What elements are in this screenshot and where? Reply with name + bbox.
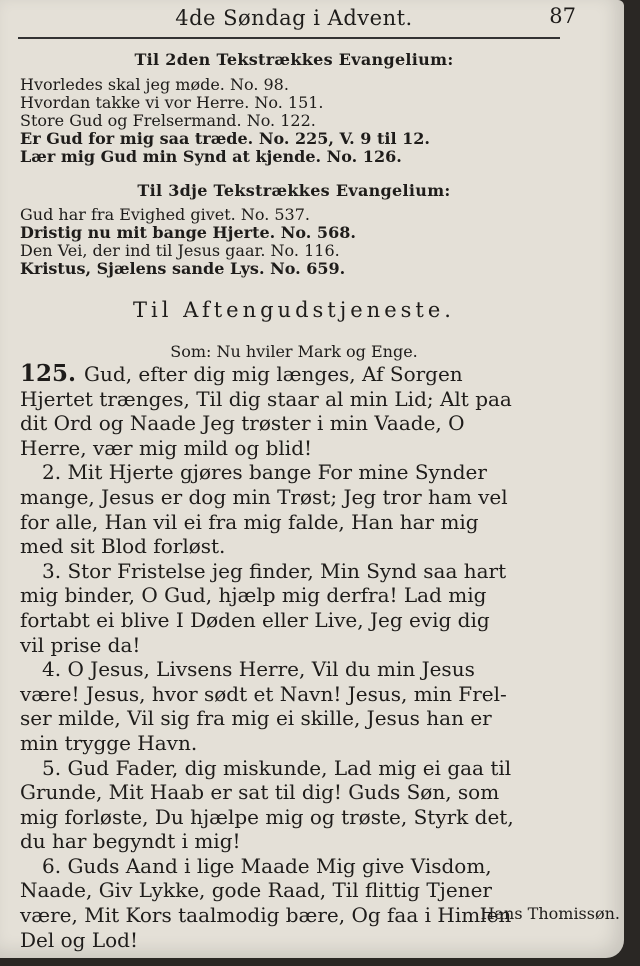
list-item: Er Gud for mig saa træde. No. 225, V. 9 til 12. xyxy=(20,129,430,148)
hymn-first-line: Gud, efter dig mig længes, Af Sorgen xyxy=(84,362,463,386)
list-item: Lær mig Gud min Synd at kjende. No. 126. xyxy=(20,147,402,166)
hymn-line: min trygge Havn. xyxy=(20,730,198,755)
hymn-line xyxy=(20,362,578,387)
page-header xyxy=(20,0,576,34)
header-rule xyxy=(18,37,560,39)
hymn-line: ser milde, Vil sig fra mig ei skille, Jesus han er xyxy=(20,706,492,731)
list-item: Den Vei, der ind til Jesus gaar. No. 116. xyxy=(20,241,340,260)
hymn-body xyxy=(20,362,578,952)
hymn-line: Herre, vær mig mild og blid! xyxy=(20,435,313,460)
hymn-line: mig binder, O Gud, hjælp mig derfra! Lad mig xyxy=(20,583,487,608)
hymn-line: for alle, Han vil ei fra mig falde, Han har mig xyxy=(20,509,479,534)
hymn-line: 2. Mit Hjerte gjøres bange For mine Synder xyxy=(42,460,487,485)
second-reading-list xyxy=(20,76,580,166)
hymn-line: mig forløste, Du hjælpe mig og trøste, Styrk det, xyxy=(20,804,514,829)
hymn-line: med sit Blod forløst. xyxy=(20,534,226,559)
hymn-line: Naade, Giv Lykke, gode Raad, Til flittig Tjener xyxy=(20,878,492,903)
hymn-line: vil prise da! xyxy=(20,632,141,657)
hymn-line: fortabt ei blive I Døden eller Live, Jeg evig dig xyxy=(20,607,490,632)
list-item: Gud har fra Evighed givet. No. 537. xyxy=(20,205,310,224)
page-number: 87 xyxy=(549,4,576,28)
running-title: 4de Søndag i Advent. xyxy=(175,6,413,30)
hymn-line: 5. Gud Fader, dig miskunde, Lad mig ei gaa til xyxy=(42,755,512,780)
hymn-line: være, Mit Kors taalmodig bære, Og faa i Himlen xyxy=(20,903,512,928)
hymn-line: Hjertet trænges, Til dig staar al min Lid; Alt paa xyxy=(20,386,512,411)
hymn-line: 3. Stor Fristelse jeg finder, Min Synd saa hart xyxy=(42,558,507,583)
third-reading-heading: Til 3dje Tekstrækkes Evangelium: xyxy=(137,181,451,200)
hymn-verse-4 xyxy=(20,657,578,755)
hymn-line: dit Ord og Naade Jeg trøster i min Vaade, O xyxy=(20,411,465,436)
list-item: Store Gud og Frelsermand. No. 122. xyxy=(20,111,316,130)
hymn-line: være! Jesus, hvor sødt et Navn! Jesus, min Frel- xyxy=(20,681,507,706)
hymn-verse-3 xyxy=(20,559,578,657)
hymn-number: 125. xyxy=(20,360,77,387)
hymn-line: 6. Guds Aand i lige Maade Mig give Visdom, xyxy=(42,853,492,878)
list-item: Kristus, Sjælens sande Lys. No. 659. xyxy=(20,259,346,278)
hymn-verse-1 xyxy=(20,362,578,460)
hymn-line: 4. O Jesus, Livsens Herre, Vil du min Jesus xyxy=(42,657,475,682)
hymn-line: du har begyndt i mig! xyxy=(20,829,241,854)
evening-service-title: Til Aftengudstjeneste. xyxy=(133,298,455,322)
hymn-verse-5 xyxy=(20,756,578,854)
list-item: Dristig nu mit bange Hjerte. No. 568. xyxy=(20,223,356,242)
third-reading-list xyxy=(20,206,580,278)
second-reading-heading: Til 2den Tekstrækkes Evangelium: xyxy=(134,50,454,69)
hymn-verse-2 xyxy=(20,460,578,558)
hymn-line: Del og Lod! xyxy=(20,927,138,952)
list-item: Hvordan takke vi vor Herre. No. 151. xyxy=(20,93,324,112)
hymn-author: Hans Thomissøn. xyxy=(480,904,620,923)
hymn-line: mange, Jesus er dog min Trøst; Jeg tror ham vel xyxy=(20,484,508,509)
melody-line: Som: Nu hviler Mark og Enge. xyxy=(170,342,418,361)
hymn-line: Grunde, Mit Haab er sat til dig! Guds Søn, som xyxy=(20,780,500,805)
list-item: Hvorledes skal jeg møde. No. 98. xyxy=(20,75,289,94)
